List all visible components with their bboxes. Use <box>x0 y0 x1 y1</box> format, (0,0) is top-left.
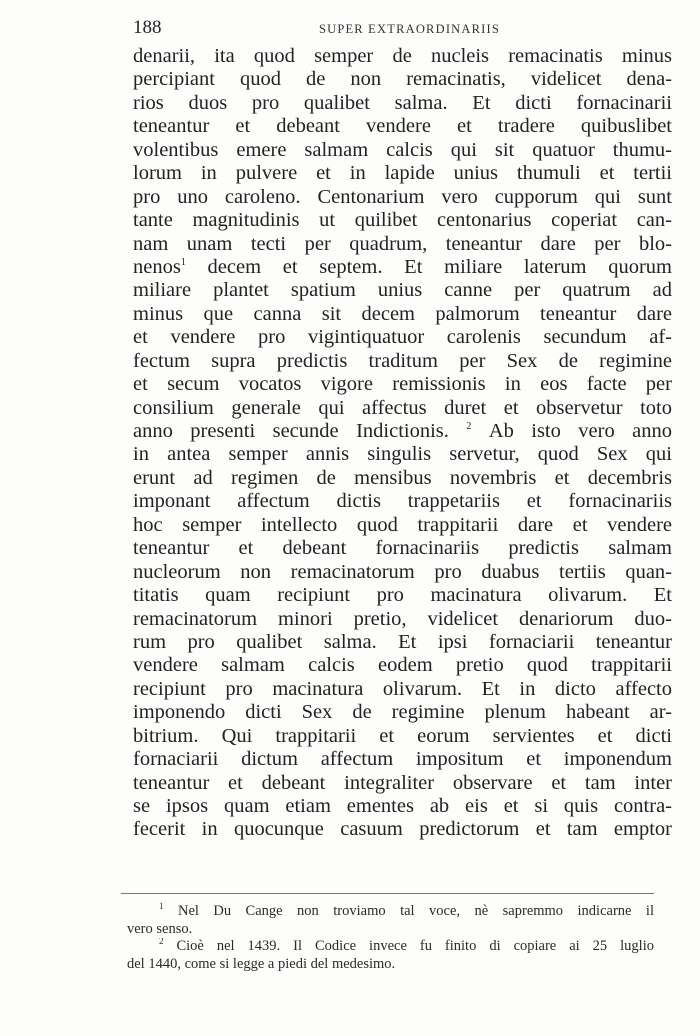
text-line: consilium generale qui affectus duret et observetur toto <box>133 396 672 419</box>
text-line: pro uno caroleno. Centonarium vero cupporum qui sunt <box>133 185 672 208</box>
body-text <box>133 45 672 842</box>
footnote-2 <box>127 938 654 956</box>
footnote-ref-1[interactable]: 1 <box>180 256 186 268</box>
text-line: vendere salmam calcis eodem pretio quod trappitarii <box>133 654 672 677</box>
footnotes <box>127 903 654 973</box>
text-line: fecerit in quocunque casuum predictorum et tam emptor <box>133 818 672 841</box>
text-line: et secum vocatos vigore remissionis in eos facte per <box>133 373 672 396</box>
text-line: volentibus emere salmam calcis qui sit quatuor thumu- <box>133 138 672 161</box>
text-line: fornaciarii dictum affectum impositum et imponendum <box>133 748 672 771</box>
text-line: titatis quam recipiunt pro macinatura olivarum. Et <box>133 584 672 607</box>
text-line: percipiant quod de non remacinatis, videlicet dena- <box>133 68 672 91</box>
text-line: nucleorum non remacinatorum pro duabus tertiis quan- <box>133 560 672 583</box>
text-line: se ipsos quam etiam ementes ab eis et si quis contra- <box>133 795 672 817</box>
footnote-1-continuation: vero senso. <box>127 920 193 937</box>
footnote-text: Nel Du Cange non troviamo tal voce, nè sapremmo indicarne il <box>177 903 654 919</box>
text-segment: decem et septem. Et miliare laterum quorum <box>207 255 672 278</box>
text-line-with-footnote-ref <box>133 420 672 443</box>
text-line: in antea semper annis singulis servetur, quod Sex qui <box>133 443 672 466</box>
text-line-with-footnote-ref <box>133 256 672 279</box>
text-line: teneantur et debeant fornacinariis predictis salmam <box>133 537 672 560</box>
footnote-separator <box>121 893 654 894</box>
footnote-1 <box>127 903 654 921</box>
text-line: rios duos pro qualibet salma. Et dicti fornacinarii <box>133 91 672 114</box>
text-line: rum pro qualibet salma. Et ipsi fornaciarii teneantur <box>133 630 672 653</box>
text-line: teneantur et debeant integraliter observare et tam inter <box>133 771 672 794</box>
text-line: imponendo dicti Sex de regimine plenum habeant ar- <box>133 701 672 724</box>
text-line: minus que canna sit decem palmorum teneantur dare <box>133 302 672 325</box>
text-segment: Ab isto vero anno <box>488 420 672 442</box>
text-line: recipiunt pro macinatura olivarum. Et in dicto affecto <box>133 677 672 700</box>
text-segment: nenos <box>133 255 181 278</box>
text-line: erunt ad regimen de mensibus novembris et decembris <box>133 466 672 489</box>
text-line: tante magnitudinis ut quilibet centonarius coperiat can- <box>133 209 672 232</box>
running-title: SUPER EXTRAORDINARIIS <box>318 22 501 36</box>
footnote-mark-2: 2 <box>159 938 164 946</box>
footnote-text: Cioè nel 1439. Il Codice invece fu finito di copiare ai 25 luglio <box>176 938 654 954</box>
page-number: 188 <box>133 17 162 38</box>
footnote-ref-2[interactable]: 2 <box>466 421 472 432</box>
text-line: teneantur et debeant vendere et tradere quibuslibet <box>133 115 672 138</box>
text-line: remacinatorum minori pretio, videlicet denariorum duo- <box>133 607 672 630</box>
text-line: imponant affectum dictis trappetariis et fornacinariis <box>133 490 672 513</box>
footnote-mark-1: 1 <box>159 903 164 911</box>
page-header <box>133 16 672 40</box>
text-line: bitrium. Qui trappitarii et eorum servientes et dicti <box>133 724 672 747</box>
text-segment: anno presenti secunde Indictionis. <box>133 420 449 442</box>
text-line: denarii, ita quod semper de nucleis remacinatis minus <box>133 45 672 67</box>
footnote-2-continuation: del 1440, come si legge a piedi del medesimo. <box>127 955 396 972</box>
text-line: et vendere pro vigintiquatuor carolenis secundum af- <box>133 326 672 349</box>
text-line: fectum supra predictis traditum per Sex de regimine <box>133 349 672 372</box>
text-line: hoc semper intellecto quod trappitarii dare et vendere <box>133 513 672 536</box>
text-line: miliare plantet spatium unius canne per quatrum ad <box>133 279 672 302</box>
text-line: nam unam tecti per quadrum, teneantur dare per blo- <box>133 232 672 255</box>
text-line: lorum in pulvere et in lapide unius thumuli et tertii <box>133 162 672 185</box>
